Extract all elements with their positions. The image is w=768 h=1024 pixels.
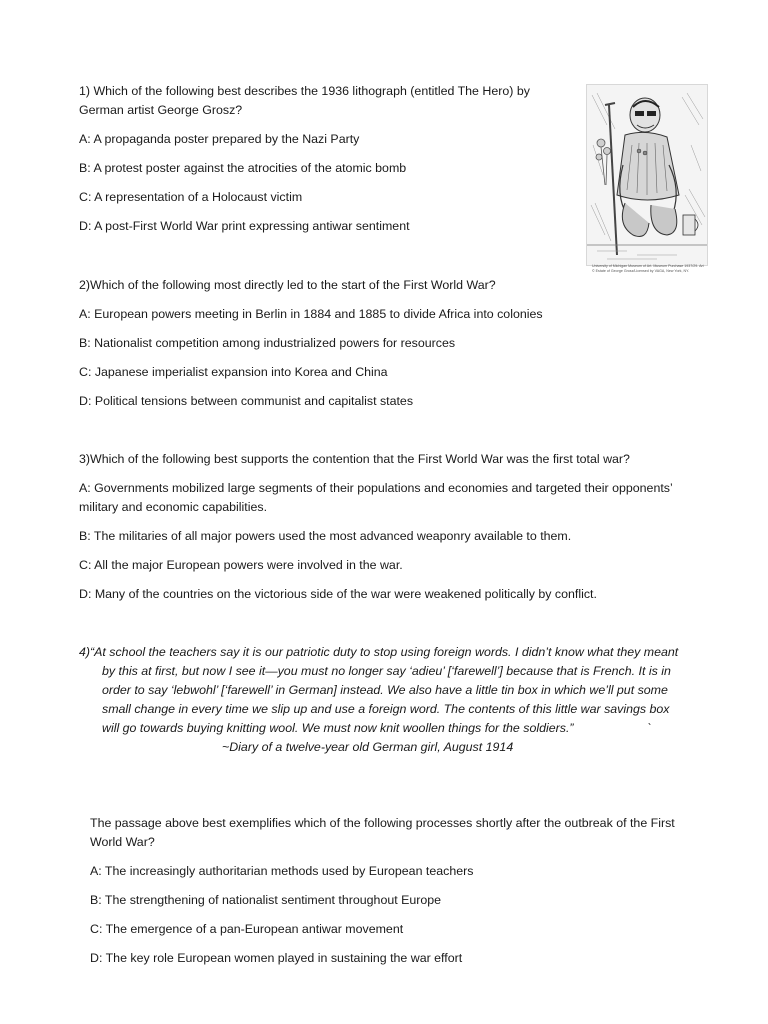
question-2-option-c: C: Japanese imperialist expansion into Korea and China bbox=[79, 365, 388, 379]
question-3-option-b: B: The militaries of all major powers used the most advanced weaponry available to them. bbox=[79, 529, 572, 543]
question-4-option-a: A: The increasingly authoritarian methods used by European teachers bbox=[90, 864, 474, 878]
question-3-option-a: A: Governments mobilized large segments of their populations and economies and targeted their opponents’ military and economic capabilities. bbox=[79, 481, 673, 514]
question-1-option-c: C: A representation of a Holocaust victim bbox=[79, 190, 303, 204]
diary-quote-block bbox=[79, 643, 679, 757]
question-2-option-a: A: European powers meeting in Berlin in 1884 and 1885 to divide Africa into colonies bbox=[79, 307, 543, 321]
question-1-option-b: B: A protest poster against the atrocities of the atomic bomb bbox=[79, 161, 407, 175]
stray-mark: ` bbox=[647, 721, 652, 735]
question-4 bbox=[90, 814, 680, 978]
question-1 bbox=[79, 82, 569, 246]
question-2-stem: 2)Which of the following most directly led to the start of the First World War? bbox=[79, 278, 496, 292]
question-2 bbox=[79, 276, 699, 421]
question-4-stem: The passage above best exemplifies which of the following processes shortly after the outbreak of the First World War? bbox=[90, 816, 675, 849]
question-1-option-a: A: A propaganda poster prepared by the Nazi Party bbox=[79, 132, 360, 146]
question-4-option-c: C: The emergence of a pan-European antiwar movement bbox=[90, 922, 404, 936]
diary-quote-text: 4)“At school the teachers say it is our patriotic duty to stop using foreign words. I didn’t know what they meant by this at first, but now I see it—you must no longer say ‘adieu’ [‘farewell’] because that is French. It is in order to say ‘lebwohl’ [‘farewell’ in German] instead. We also have a little tin box in which we’ll put some small change in every time we slip up and use a foreign word. The contents of this little war savings box will go towards buying knitting wool. We must now knit woollen things for the soldiers.” bbox=[79, 645, 679, 735]
quote-attribution: ~Diary of a twelve-year old German girl, August 1914 bbox=[222, 740, 514, 754]
lithograph-image bbox=[586, 84, 708, 266]
question-4-option-d: D: The key role European women played in sustaining the war effort bbox=[90, 951, 463, 965]
question-1-stem: 1) Which of the following best describes the 1936 lithograph (entitled The Hero) by German artist George Grosz? bbox=[79, 84, 530, 117]
figure-caption: University of Michigan Museum of Art. Museum Purchase 1937/29. Art © Estate of George Grosz/Licensed by VAGA, New York, NY. bbox=[592, 264, 704, 273]
question-3-option-d: D: Many of the countries on the victorious side of the war were weakened politically by conflict. bbox=[79, 587, 597, 601]
question-4-quote bbox=[79, 643, 679, 757]
question-2-option-b: B: Nationalist competition among industrialized powers for resources bbox=[79, 336, 456, 350]
question-3 bbox=[79, 450, 699, 614]
question-4-option-b: B: The strengthening of nationalist sentiment throughout Europe bbox=[90, 893, 442, 907]
question-2-option-d: D: Political tensions between communist and capitalist states bbox=[79, 394, 414, 408]
question-3-option-c: C: All the major European powers were involved in the war. bbox=[79, 558, 403, 572]
question-1-option-d: D: A post-First World War print expressing antiwar sentiment bbox=[79, 219, 410, 233]
question-3-stem: 3)Which of the following best supports the contention that the First World War was the first total war? bbox=[79, 452, 630, 466]
